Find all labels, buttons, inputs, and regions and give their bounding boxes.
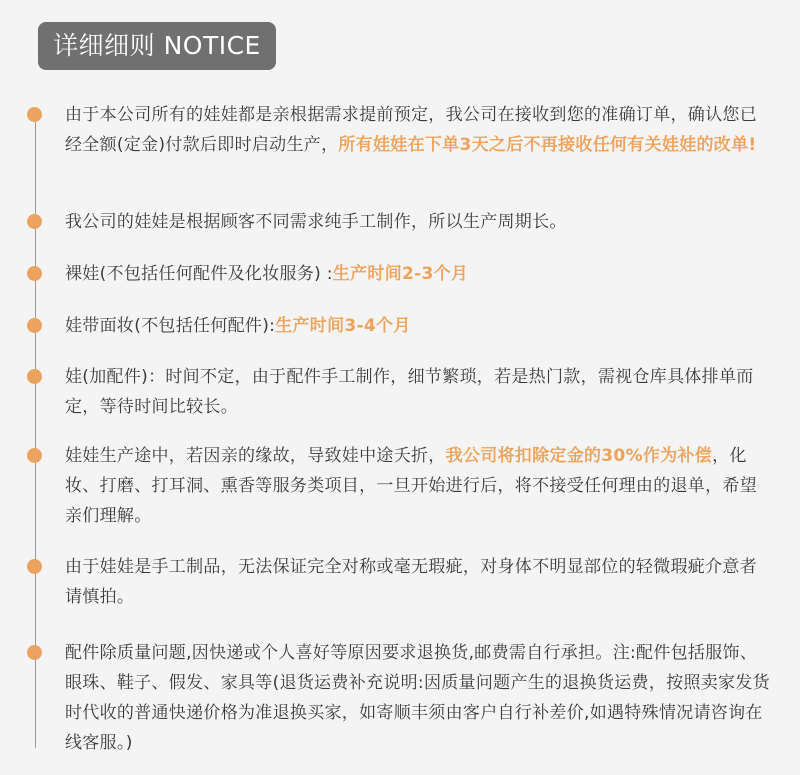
notice-item-6	[65, 441, 773, 531]
notice-text: 娃(加配件)：时间不定，由于配件手工制作，细节繁琐，若是热门款，需视仓库具体排单而定，等待时间比较长。	[65, 367, 754, 417]
notice-highlight: 生产时间2-3个月	[332, 264, 469, 284]
notice-highlight: 生产时间3-4个月	[275, 316, 411, 336]
notice-item-7	[65, 552, 773, 612]
bullet-dot	[27, 318, 42, 333]
notice-item-3	[65, 259, 773, 289]
bullet-dot	[27, 266, 42, 281]
bullet-dot	[27, 645, 42, 660]
notice-text: 娃娃生产途中，若因亲的缘故，导致娃中途夭折，	[65, 446, 446, 466]
notice-item-2	[65, 207, 773, 237]
notice-highlight: 我公司将扣除定金的30%作为补偿	[445, 446, 713, 466]
notice-item-1	[65, 100, 773, 160]
bullet-dot	[27, 214, 42, 229]
bullet-dot	[27, 107, 42, 122]
notice-text: 由于本公司所有的娃娃都是亲根据需求提前预定，我公司在接收到您的准确订单，确认您已经全额(定金)付款后即时启动生产，	[65, 105, 757, 155]
notice-highlight: 所有娃娃在下单3天之后不再接收任何有关娃娃的改单!	[338, 135, 757, 155]
notice-item-4	[65, 311, 773, 341]
notice-text: 裸娃(不包括任何配件及化妆服务) :	[65, 264, 333, 284]
notice-text: 配件除质量问题,因快递或个人喜好等原因要求退换货,邮费需自行承担。注:配件包括服饰、眼珠、鞋子、假发、家具等(退货运费补充说明:因质量问题产生的退换货运费，按照卖家发货时代收的普通快递价格为准退换买家，如寄顺丰须由客户自行补差价,如遇特殊情况请咨询在线客服。)	[65, 643, 770, 753]
bullet-dot	[27, 559, 42, 574]
notice-item-8	[65, 638, 773, 758]
notice-text: 我公司的娃娃是根据顾客不同需求纯手工制作，所以生产周期长。	[65, 212, 567, 232]
bullet-dot	[27, 448, 42, 463]
notice-text-tail: ，化妆、打磨、打耳洞、熏香等服务类项目，一旦开始进行后，将不接受任何理由的退单，希望亲们理解。	[65, 446, 757, 526]
notice-item-5	[65, 362, 773, 422]
bullet-dot	[27, 369, 42, 384]
notice-text: 娃带面妆(不包括任何配件):	[65, 316, 276, 336]
notice-text: 由于娃娃是手工制品，无法保证完全对称或毫无瑕疵，对身体不明显部位的轻微瑕疵介意者请慎拍。	[65, 557, 757, 607]
page-title: 详细细则 NOTICE	[38, 22, 276, 70]
